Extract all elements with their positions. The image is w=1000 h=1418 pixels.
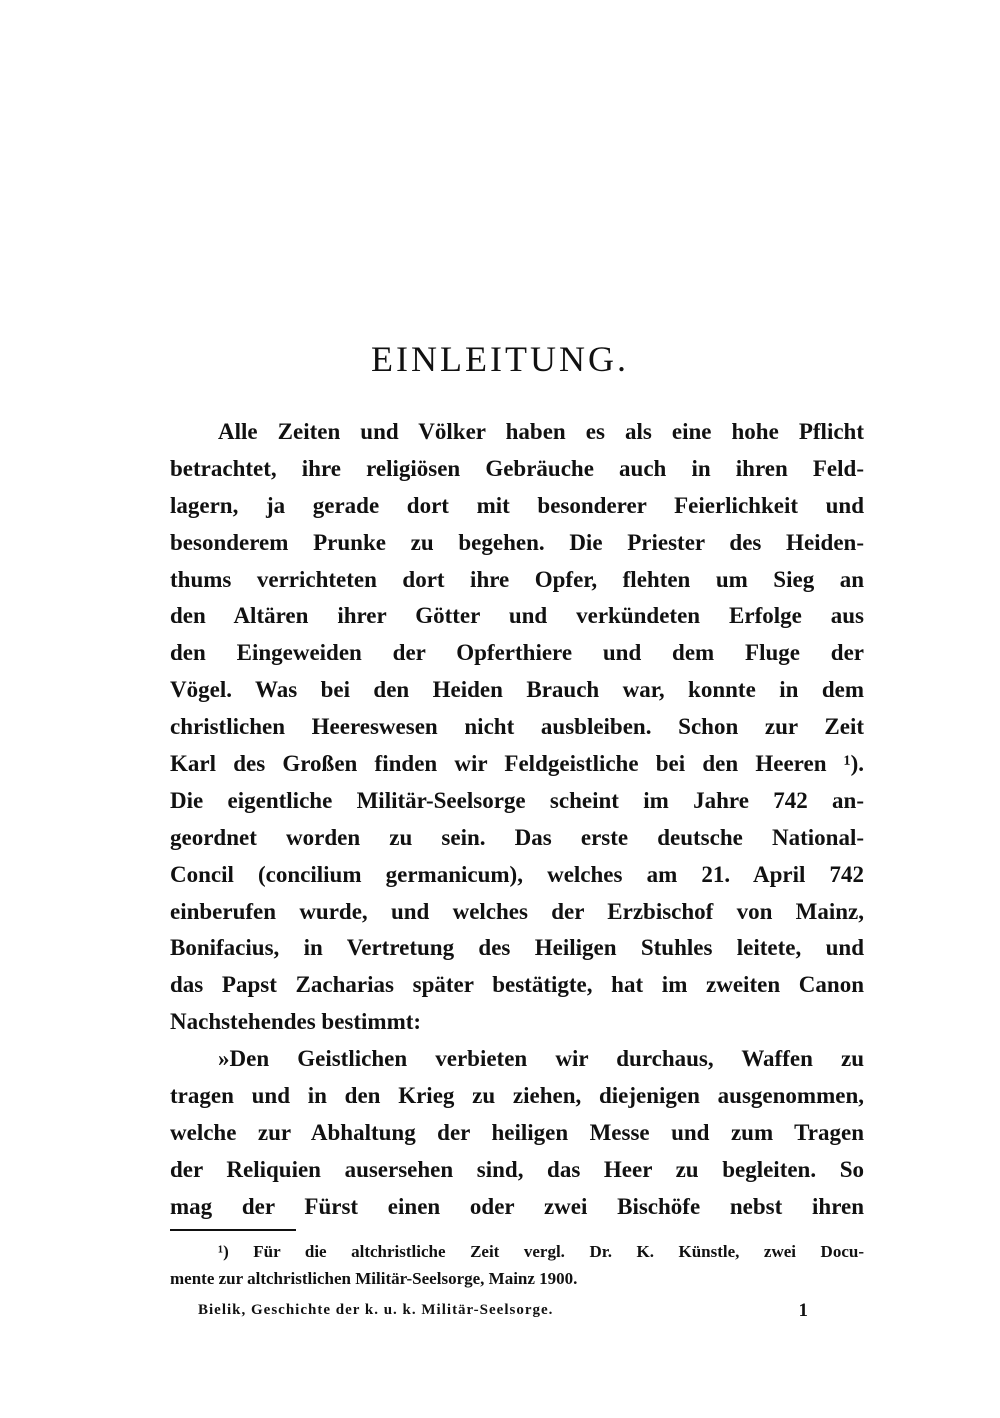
footnote-line: mente zur altchristlichen Militär-Seelsorge, Mainz 1900. <box>170 1269 578 1288</box>
printer-signature: Bielik, Geschichte der k. u. k. Militär-Seelsorge. <box>198 1302 554 1318</box>
text-line: betrachtet, ihre religiösen Gebräuche auch in ihren Feld- <box>170 455 864 481</box>
text-line: den Altären ihrer Götter und verkündeten Erfolge aus <box>170 603 864 629</box>
text-line: den Eingeweiden der Opferthiere und dem Fluge der <box>170 640 864 666</box>
footnote-line: ¹) Für die altchristliche Zeit vergl. Dr. K. Künstle, zwei Docu- <box>218 1242 864 1261</box>
quote-line: mag der Fürst einen oder zwei Bischöfe nebst ihren <box>170 1193 864 1219</box>
text-line: einberufen wurde, und welches der Erzbischof von Mainz, <box>170 898 864 924</box>
quote-line: welche zur Abhaltung der heiligen Messe und zum Tragen <box>170 1119 864 1145</box>
quote-line: »Den Geistlichen verbieten wir durchaus, Waffen zu <box>218 1046 864 1072</box>
text-line: geordnet worden zu sein. Das erste deutsche National- <box>170 824 864 850</box>
text-line: das Papst Zacharias später bestätigte, hat im zweiten Canon <box>170 972 864 998</box>
chapter-title: EINLEITUNG. <box>371 339 629 379</box>
text-line: Bonifacius, in Vertretung des Heiligen Stuhles leitete, und <box>170 935 864 961</box>
text-line: Nachstehendes bestimmt: <box>170 1009 422 1035</box>
text-line: lagern, ja gerade dort mit besonderer Feierlichkeit und <box>170 492 864 518</box>
text-line: Vögel. Was bei den Heiden Brauch war, konnte in dem <box>170 677 864 703</box>
footnote-divider <box>170 1229 296 1231</box>
text-line: Karl des Großen finden wir Feldgeistliche bei den Heeren ¹). <box>170 751 864 777</box>
text-line: besonderem Prunke zu begehen. Die Priester des Heiden- <box>170 529 864 555</box>
quote-line: tragen und in den Krieg zu ziehen, diejenigen ausgenommen, <box>170 1083 864 1109</box>
text-line: Alle Zeiten und Völker haben es als eine hohe Pflicht <box>218 419 864 444</box>
text-line: Concil (concilium germanicum), welches am 21. April 742 <box>170 861 864 887</box>
quote-line: der Reliquien ausersehen sind, das Heer zu begleiten. So <box>170 1156 864 1182</box>
body-text <box>170 414 864 1226</box>
signature-row <box>198 1302 808 1328</box>
text-line: Die eigentliche Militär-Seelsorge scheint im Jahre 742 an- <box>170 787 864 813</box>
footnote <box>170 1238 864 1292</box>
text-line: thums verrichteten dort ihre Opfer, flehten um Sieg an <box>170 566 864 592</box>
page-number: 1 <box>798 1300 808 1321</box>
text-line: christlichen Heereswesen nicht ausbleiben. Schon zur Zeit <box>170 714 864 740</box>
